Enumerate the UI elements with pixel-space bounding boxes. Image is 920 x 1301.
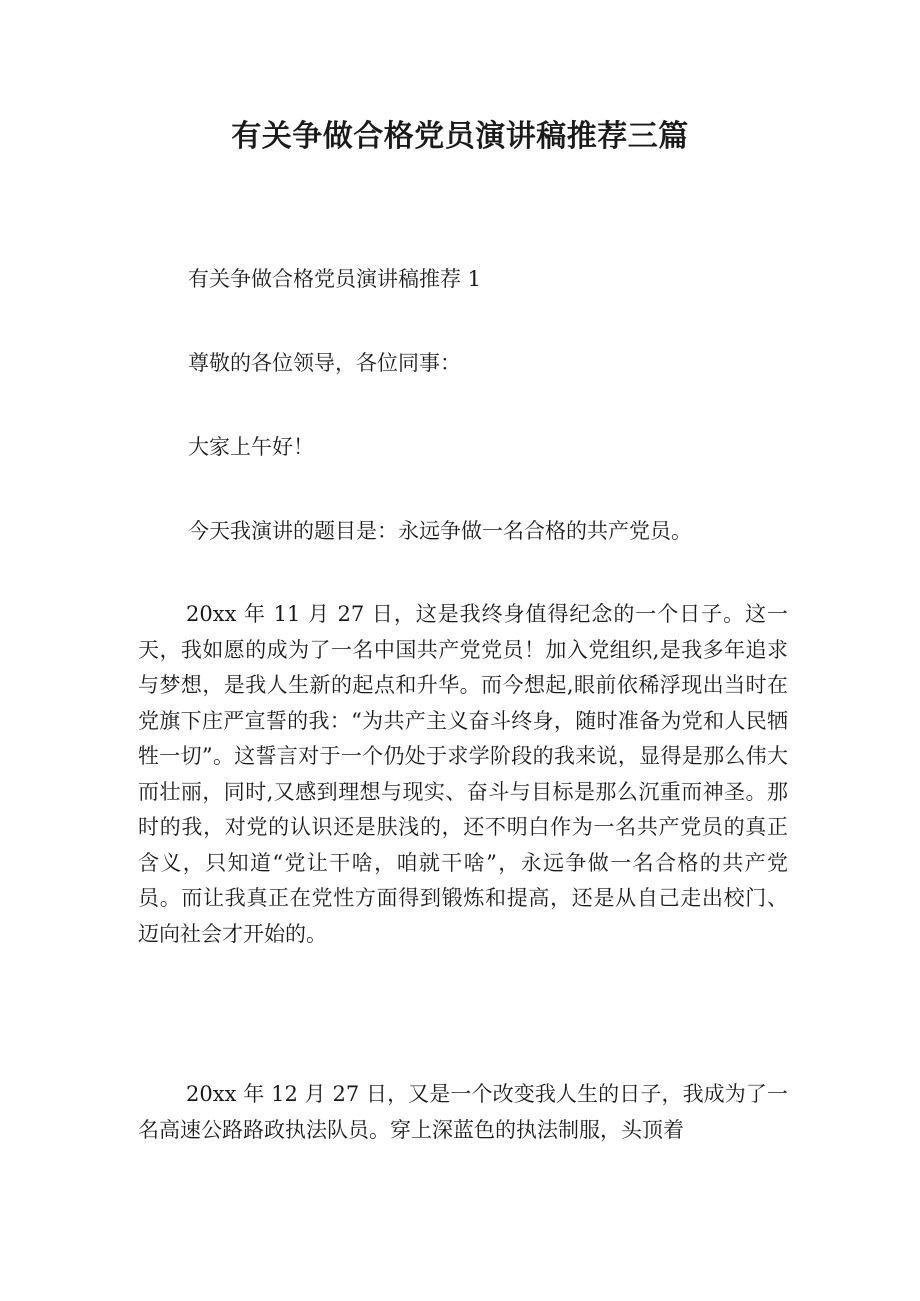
salutation-line: 尊敬的各位领导，各位同事： xyxy=(188,351,461,375)
body-paragraph: 20xx 年 11 月 27 日，这是我终身值得纪念的一个日子。这一天，我如愿的成为了一名中国共产党党员！加入党组织,是我多年追求与梦想，是我人生新的起点和升华。而今想起,眼前依稀浮现出当时在党旗下庄严宣誓的我：“为共产主义奋斗终身，随时准备为党和人民牺牲一切”。这誓言对于一个仍处于求学阶段的我来说，显得是那么伟大而壮丽，同时,又感到理想与现实、奋斗与目标是那么沉重而神圣。那时的我，对党的认识还是肤浅的，还不明白作为一名共产党员的真正含义，只知道“党让干啥，咱就干啥”，永远争做一名合格的共产党员。而让我真正在党性方面得到锻炼和提高，还是从自己走出校门、迈向社会才开始的。 xyxy=(138,602,788,946)
greeting-line: 大家上午好！ xyxy=(188,435,314,459)
topic-line: 今天我演讲的题目是：永远争做一名合格的共产党员。 xyxy=(188,519,692,543)
section-heading: 有关争做合格党员演讲稿推荐 1 xyxy=(188,267,482,291)
document-title: 有关争做合格党员演讲稿推荐三篇 xyxy=(231,119,689,154)
body-paragraph: 20xx 年 12 月 27 日，又是一个改变我人生的日子，我成为了一名高速公路路政执法队员。穿上深蓝色的执法制服，头顶着 xyxy=(138,1082,788,1142)
